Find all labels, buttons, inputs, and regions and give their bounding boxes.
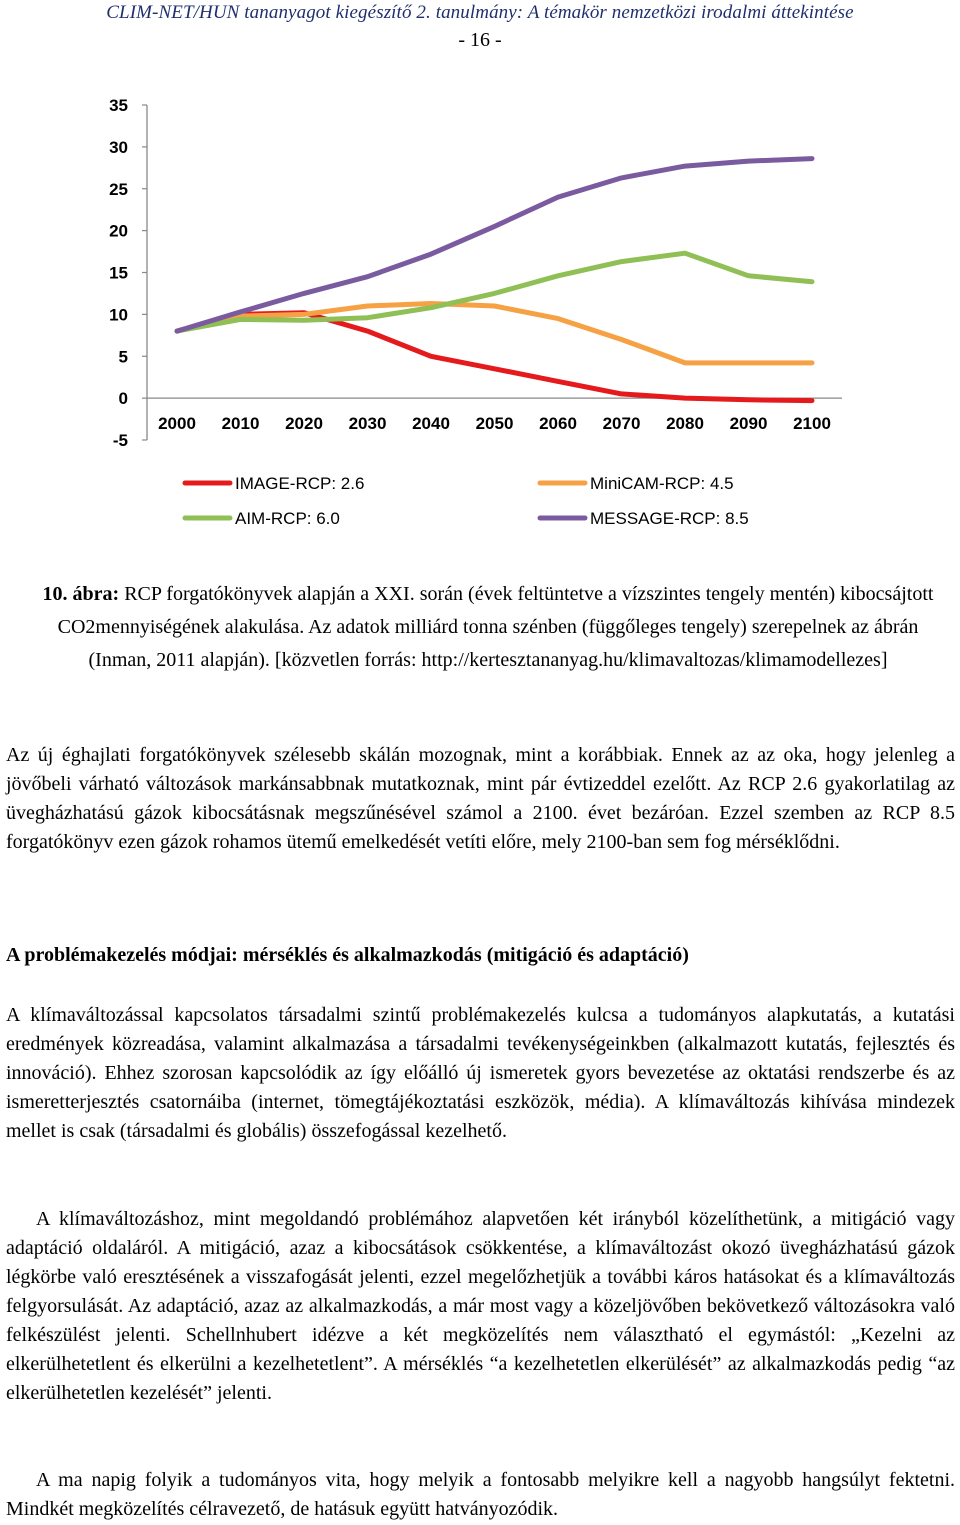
x-tick-label: 2070: [602, 414, 641, 434]
y-tick-label: 10: [109, 305, 128, 325]
chart-series-lines: [177, 159, 812, 401]
figure-caption: [28, 578, 948, 677]
legend-label: MiniCAM-RCP: 4.5: [590, 474, 734, 493]
page-number: - 16 -: [458, 29, 502, 51]
y-tick-label: 5: [118, 347, 128, 367]
paragraph-scientific-debate: A ma napig folyik a tudományos vita, hogy melyik a fontosabb melyikre kell a nagyobb hangsúlyt fektetni. Mindkét megközelítés célravezető, de hatásuk együtt hatványozódik.: [6, 1469, 955, 1520]
x-tick-label: 2010: [221, 414, 260, 434]
series-line: [177, 253, 812, 331]
figure-number: 10. ábra:: [42, 583, 120, 605]
chart-legend: [185, 474, 749, 528]
legend-label: IMAGE-RCP: 2.6: [235, 474, 365, 493]
y-tick-label: 35: [109, 96, 128, 115]
y-tick-label: 20: [109, 221, 128, 241]
figure-caption-text: RCP forgatókönyvek alapján a XXI. során (évek feltüntetve a vízszintes tengely mentén) kibocsájtott CO2mennyiségének alakulása. Az adatok milliárd tonna szénben (függőleges tengely) szerepelnek az ábrán (Inman, 2011 alapján). [közvetlen forrás: http://kertesztananyag.hu/klimavaltozas/klimamodellezes]: [57, 583, 934, 671]
paragraph-problem-management: A klímaváltozással kapcsolatos társadalmi szintű problémakezelés kulcsa a tudományos alapkutatás, a kutatási eredmények közreadása, valamint alkalmazása a társadalmi tevékenységeinkben (alkalmazott kutatás, fejlesztés és innováció). Ehhez szorosan kapcsolódik az így előálló új ismeretek gyors bevezetése az oktatási rendszerbe és az ismeretterjesztés csatornáiba (internet, tömegtájékoztatási eszközök, média). A klímaváltozás kihívása mindezek mellet is csak (társadalmi és globális) összefogással kezelhető.: [6, 1004, 955, 1142]
y-tick-label: -5: [112, 431, 128, 450]
paragraph-rcp-scenarios: Az új éghajlati forgatókönyvek szélesebb skálán mozognak, mint a korábbiak. Ennek az az oka, hogy jelenleg a jövőbeli várható változások markánsabbnak mutatkoznak, mint pár évtizeddel ezelőtt. Az RCP 2.6 gyakorlatilag az üvegházhatású gázok kibocsátásnak megszűnésével számol a 2100. évet bezáróan. Ezzel szemben az RCP 8.5 forgatókönyv ezen gázok rohamos ütemű emelkedését vetíti előre, mely 2100-ban sem fog mérséklődni.: [6, 744, 955, 853]
y-tick-label: 30: [109, 137, 128, 157]
legend-label: AIM-RCP: 6.0: [235, 509, 340, 528]
rcp-emissions-chart: [90, 88, 860, 538]
series-line: [177, 313, 812, 401]
x-tick-label: 2100: [793, 414, 831, 434]
running-header: CLIM-NET/HUN tananyagot kiegészítő 2. tanulmány: A témakör nemzetközi irodalmi áttekintése: [106, 2, 854, 23]
y-axis-labels: [109, 96, 128, 450]
x-tick-label: 2030: [348, 414, 387, 434]
section-heading: A problémakezelés módjai: mérséklés és alkalmazkodás (mitigáció és adaptáció): [6, 944, 689, 966]
x-tick-label: 2040: [412, 414, 450, 434]
y-tick-label: 0: [118, 389, 128, 409]
x-tick-label: 2020: [285, 414, 323, 434]
x-tick-label: 2080: [666, 414, 704, 434]
legend-label: MESSAGE-RCP: 8.5: [590, 509, 749, 528]
x-tick-label: 2050: [475, 414, 514, 434]
x-axis-labels: [158, 414, 831, 433]
y-tick-label: 25: [109, 179, 128, 199]
y-tick-label: 15: [109, 263, 128, 283]
x-tick-label: 2090: [729, 414, 768, 434]
x-tick-label: 2000: [158, 414, 196, 434]
x-tick-label: 2060: [539, 414, 577, 434]
paragraph-mitigation-adaptation: A klímaváltozáshoz, mint megoldandó problémához alapvetően két irányból közelíthetünk, a mitigáció vagy adaptáció oldaláról. A mitigáció, azaz a kibocsátások csökkentése, a klímaváltozást okozó üvegházhatású gázok légkörbe való eresztésének a visszafogását jelenti, ezzel megelőzhetjük a további káros hatásokat és a klímaváltozás felgyorsulását. Az adaptáció, azaz az alkalmazkodás, a már most vagy a közeljövőben bekövetkező változásokra való felkészülést jelenti. Schellnhubert idézve a két megközelítés nem választható el egymástól: „Kezelni az elkerülhetetlent és elkerülni a kezelhetetlent”. A mérséklés “a kezelhetetlen elkerülését” az alkalmazkodás pedig “az elkerülhetetlen kezelését” jelenti.: [6, 1208, 955, 1404]
